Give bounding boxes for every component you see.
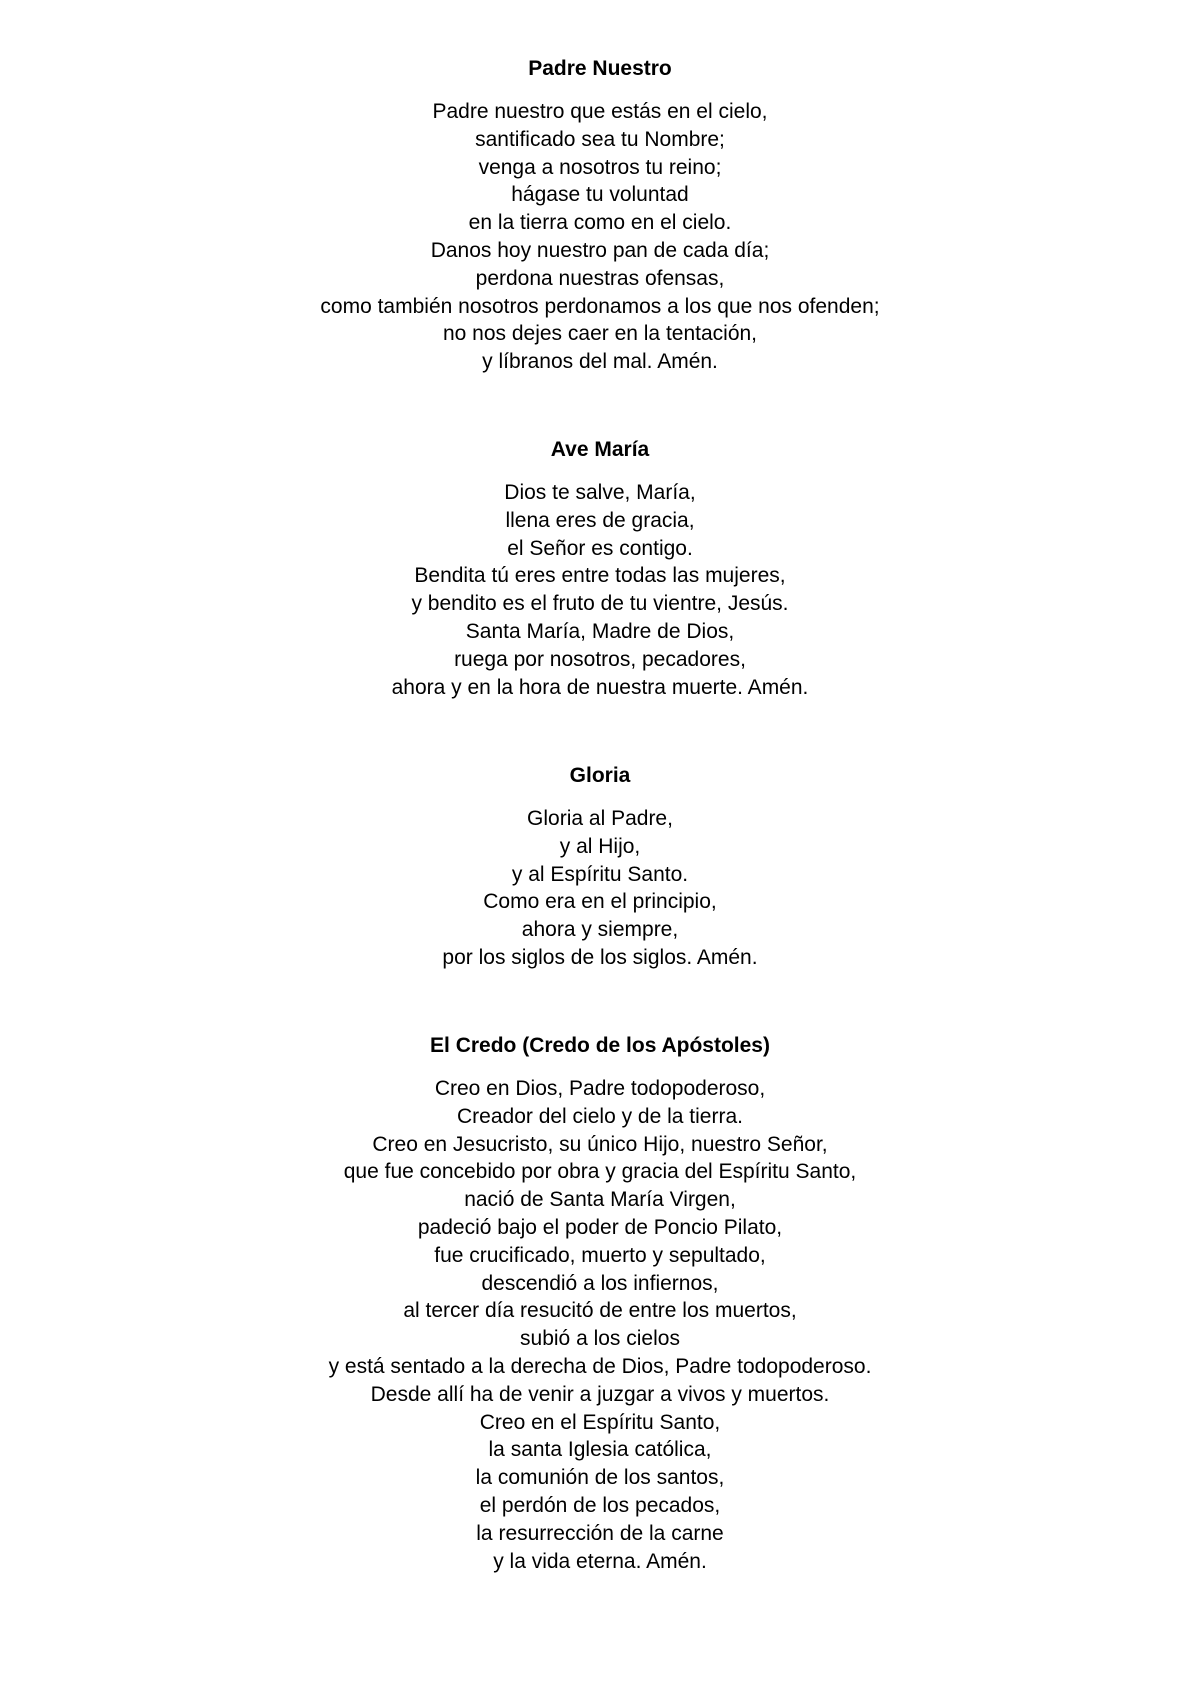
prayer-lines — [0, 1075, 1200, 1575]
prayer-line: Padre nuestro que estás en el cielo, — [432, 100, 768, 123]
prayer-line: al tercer día resucitó de entre los muertos, — [403, 1299, 797, 1323]
prayer-line: Bendita tú eres entre todas las mujeres, — [414, 564, 786, 588]
prayer-line: fue crucificado, muerto y sepultado, — [434, 1243, 766, 1267]
prayer-line: Dios te salve, María, — [504, 481, 696, 504]
prayer-lines — [0, 479, 1200, 701]
prayer-line: y al Hijo, — [559, 834, 641, 858]
prayer-line: Danos hoy nuestro pan de cada día; — [430, 238, 770, 262]
prayer-line: ahora y en la hora de nuestra muerte. Amén. — [391, 675, 809, 699]
prayer-line: Creador del cielo y de la tierra. — [457, 1104, 743, 1128]
prayer-line: Creo en Dios, Padre todopoderoso, — [434, 1077, 766, 1100]
prayer-line: Creo en Jesucristo, su único Hijo, nuestro Señor, — [372, 1132, 828, 1156]
prayer-line: y líbranos del mal. Amén. — [482, 350, 718, 374]
prayer-lines — [0, 805, 1200, 972]
prayer-line: Creo en el Espíritu Santo, — [479, 1410, 721, 1434]
prayer-line: padeció bajo el poder de Poncio Pilato, — [417, 1215, 783, 1239]
prayer-title: Padre Nuestro — [528, 57, 672, 80]
prayer-line: subió a los cielos — [520, 1327, 680, 1351]
prayer-line: ruega por nosotros, pecadores, — [454, 647, 746, 671]
prayer-line: el perdón de los pecados, — [479, 1493, 721, 1517]
prayer-line: la comunión de los santos, — [475, 1466, 725, 1490]
prayer-line: Santa María, Madre de Dios, — [465, 619, 735, 643]
prayer-line: la santa Iglesia católica, — [488, 1438, 712, 1462]
prayer-line: por los siglos de los siglos. Amén. — [442, 945, 758, 969]
prayer-line: llena eres de gracia, — [505, 508, 695, 532]
prayer-padre-nuestro — [0, 56, 1200, 376]
prayer-line: Como era en el principio, — [483, 890, 717, 914]
prayer-line: como también nosotros perdonamos a los que nos ofenden; — [320, 294, 880, 318]
prayer-line: el Señor es contigo. — [507, 536, 693, 560]
prayer-line: Gloria al Padre, — [527, 807, 673, 830]
prayer-credo — [0, 1033, 1200, 1575]
prayer-gloria — [0, 763, 1200, 972]
prayer-title: Gloria — [569, 764, 631, 787]
prayer-lines — [0, 98, 1200, 376]
prayer-line: ahora y siempre, — [521, 918, 679, 942]
prayer-title: Ave María — [550, 438, 650, 461]
prayer-line: hágase tu voluntad — [511, 183, 689, 207]
prayer-line: la resurrección de la carne — [476, 1521, 724, 1545]
prayer-line: en la tierra como en el cielo. — [468, 211, 732, 235]
prayer-title: El Credo (Credo de los Apóstoles) — [430, 1034, 770, 1057]
prayer-line: y al Espíritu Santo. — [511, 862, 689, 886]
prayer-line: y la vida eterna. Amén. — [493, 1549, 707, 1573]
prayer-line: no nos dejes caer en la tentación, — [442, 322, 758, 346]
prayer-line: que fue concebido por obra y gracia del Espíritu Santo, — [343, 1160, 857, 1184]
prayer-line: venga a nosotros tu reino; — [478, 155, 722, 179]
prayer-line: perdona nuestras ofensas, — [475, 266, 725, 290]
prayer-ave-maria — [0, 437, 1200, 701]
prayer-line: Desde allí ha de venir a juzgar a vivos y muertos. — [370, 1382, 830, 1406]
prayer-line: y bendito es el fruto de tu vientre, Jesús. — [411, 592, 789, 616]
prayer-line: santificado sea tu Nombre; — [475, 127, 725, 151]
prayer-line: descendió a los infiernos, — [481, 1271, 719, 1295]
prayer-line: y está sentado a la derecha de Dios, Padre todopoderoso. — [328, 1354, 872, 1378]
prayer-line: nació de Santa María Virgen, — [464, 1188, 736, 1212]
